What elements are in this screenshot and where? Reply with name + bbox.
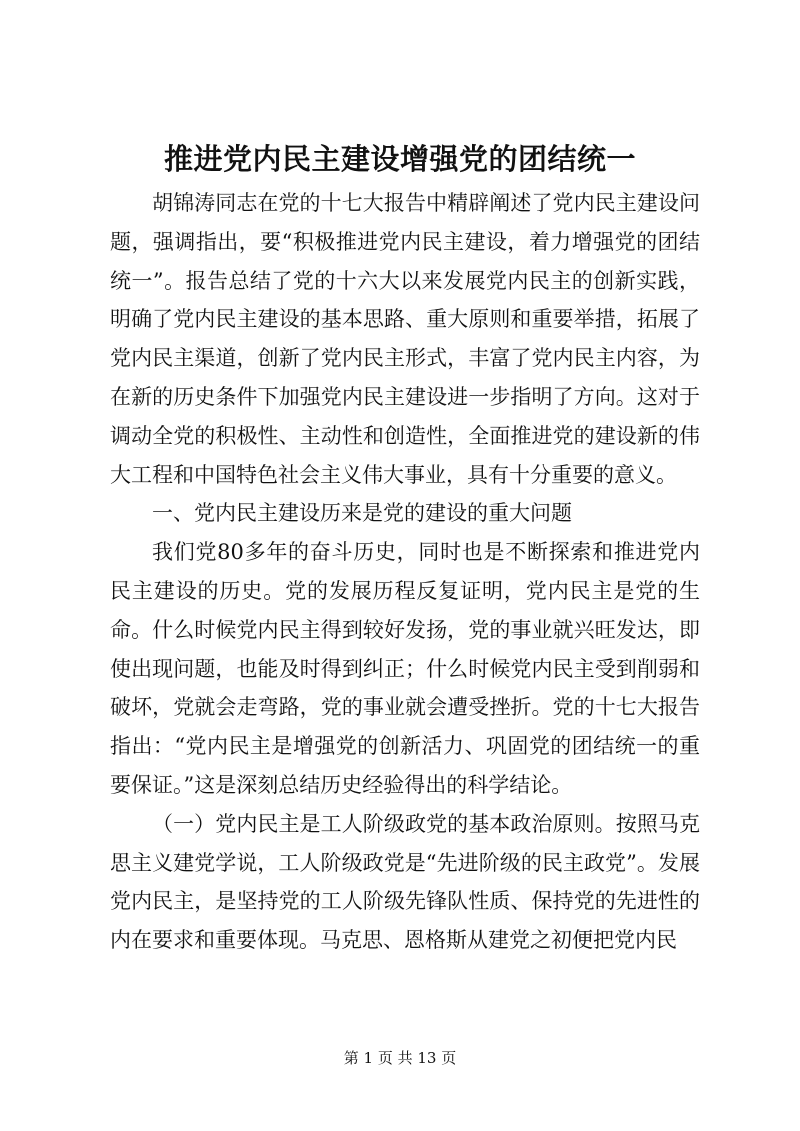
document-body xyxy=(110,184,700,960)
section-heading-1: 一、党内民主建设历来是党的建设的重大问题 xyxy=(152,501,572,526)
paragraph-history: 我们党80多年的奋斗历史，同时也是不断探索和推进党内民主建设的历史。党的发展历程反复证明，党内民主是党的生命。什么时候党内民主得到较好发扬，党的事业就兴旺发达，即使出现问题，也能及时得到纠正；什么时候党内民主受到削弱和破坏，党就会走弯路，党的事业就会遭受挫折。党的十七大报告指出：“党内民主是增强党的创新活力、巩固党的团结统一的重要保证。”这是深刻总结历史经验得出的科学结论。 xyxy=(110,540,700,797)
paragraph-intro: 胡锦涛同志在党的十七大报告中精辟阐述了党内民主建设问题，强调指出，要“积极推进党内民主建设，着力增强党的团结统一”。报告总结了党的十六大以来发展党内民主的创新实践，明确了党内民主建设的基本思路、重大原则和重要举措，拓展了党内民主渠道，创新了党内民主形式，丰富了党内民主内容，为在新的历史条件下加强党内民主建设进一步指明了方向。这对于调动全党的积极性、主动性和创造性，全面推进党的建设新的伟大工程和中国特色社会主义伟大事业，具有十分重要的意义。 xyxy=(110,191,700,487)
paragraph-subsection-1: （一）党内民主是工人阶级政党的基本政治原则。按照马克思主义建党学说，工人阶级政党是“先进阶级的民主政党”。发展党内民主，是坚持党的工人阶级先锋队性质、保持党的先进性的内在要求和重要体现。马克思、恩格斯从建党之初便把党内民 xyxy=(110,811,700,953)
document-title: 推进党内民主建设增强党的团结统一 xyxy=(163,142,636,176)
page-footer: 第 1 页 共 13 页 xyxy=(343,1049,457,1067)
